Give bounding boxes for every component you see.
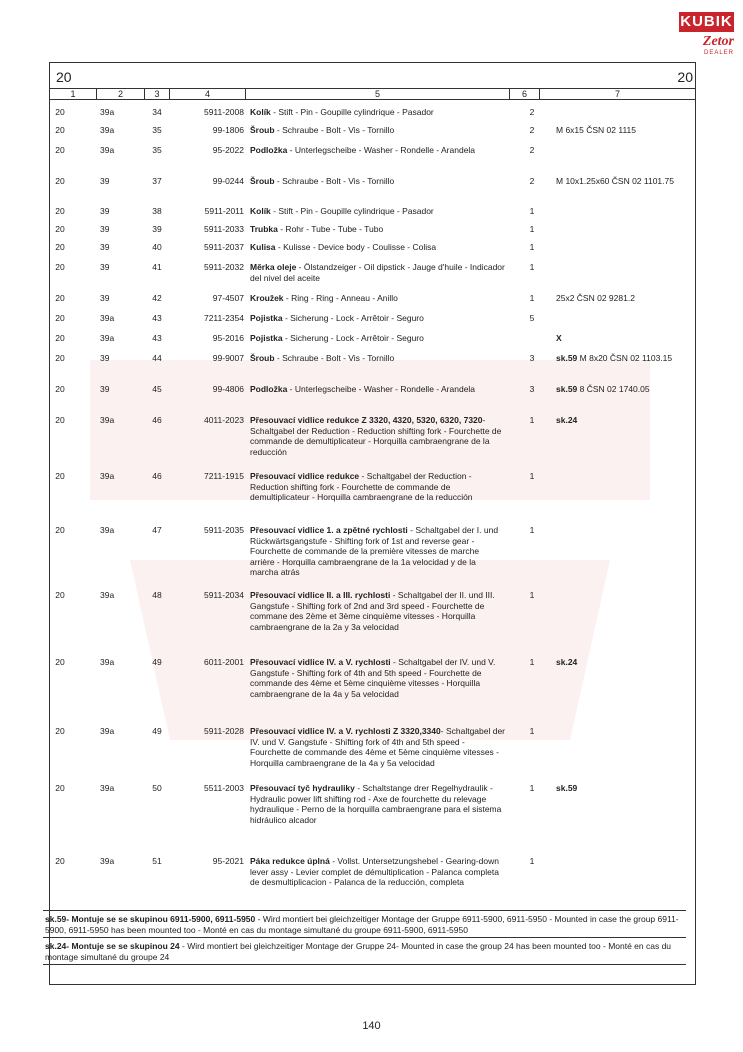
page-number: 140 [362,1020,381,1032]
cell-position: 40 [152,242,162,252]
cell-group: 20 [55,107,65,117]
cell-figure: 39a [100,726,115,736]
cell-figure: 39a [100,125,115,135]
cell-figure: 39a [100,471,115,481]
description-text: - Schraube - Bolt - Vis - Tornillo [274,176,395,186]
description-name: Kroužek [250,293,284,303]
cell-position: 51 [152,856,162,866]
cell-figure: 39a [100,333,115,343]
cell-position: 49 [152,657,162,667]
cell-note [556,353,694,364]
description-text: - Stift - Pin - Goupille cylindrique - Pasador [270,107,434,117]
cell-figure: 39 [100,384,110,394]
cell-position: 41 [152,262,162,272]
cell-figure: 39 [100,242,110,252]
cell-description [250,471,506,503]
cell-part-number: 5911-2037 [203,242,244,252]
cell-note [556,293,694,304]
cell-figure: 39 [100,224,110,234]
cell-figure: 39 [100,206,110,216]
footnote-key: sk.59- Montuje se se skupinou 6911-5900, 6911-5950 [45,914,256,924]
footnote [43,910,686,938]
description-name: Páka redukce úplná [250,856,330,866]
cell-figure: 39 [100,293,110,303]
cell-group: 20 [55,384,65,394]
column-header: 7 [614,89,620,99]
description-text: - Sicherung - Lock - Arrêtoir - Seguro [282,333,424,343]
cell-note [556,176,694,187]
cell-description [250,313,506,324]
cell-group: 20 [55,206,65,216]
description-text: - Schraube - Bolt - Vis - Tornillo [274,353,395,363]
brand-name: KUBIK [680,13,733,30]
note-text: M 8x20 ČSN 02 1103.15 [579,353,673,363]
cell-note [556,415,694,426]
description-name: Trubka [250,224,278,234]
footnote [43,938,686,965]
cell-note [556,657,694,668]
section-number-right: 20 [677,69,693,85]
description-name: Přesouvací vidlice IV. a V. rychlosti [250,657,391,667]
cell-part-number: 97-4507 [212,293,244,303]
description-text: - Schaltgabel der I. und Rückwärtsgangstufe - Shifting fork of 1st and reverse gear - Fourchette de commande de la première vitesses de marche arrière - Horquilla cambraengrane de la 1a velocidad y de la marcha atrás [250,525,499,577]
parts-table [49,62,696,985]
description-text: - Stift - Pin - Goupille cylindrique - Pasador [270,206,434,216]
description-text: - Ring - Ring - Anneau - Anillo [283,293,398,303]
note-key: sk.24 [556,657,578,667]
cell-description [250,125,506,136]
cell-group: 20 [55,333,65,343]
note-text: 25x2 ČSN 02 9281.2 [556,293,635,303]
footnote-text: - Wird montiert bei gleichzeitiger Montage der Gruppe 6911-5900, 6911-5950 - Mounted in case the group 6911-5900, 6911-5950 has been mounted too - Monté en cas du montage simultané du groupe 6911-5900, 6911-5950 [45,914,679,935]
cell-group: 20 [55,590,65,600]
cell-part-number: 99-0244 [212,176,244,186]
description-text: - Schraube - Bolt - Vis - Tornillo [274,125,395,135]
cell-figure: 39a [100,525,115,535]
cell-part-number: 5911-2028 [203,726,244,736]
description-text: - Schaltgabel der IV. und V. Gangstufe - Shifting fork of 4th and 5th speed - Fourchette de commande des 4ème et 5ème cinquième vitesses - Horquilla cambraengrane de la 4a y 5a velocidad [250,726,506,768]
cell-part-number: 7211-1915 [203,471,244,481]
cell-part-number: 4011-2023 [203,415,244,425]
cell-description [250,525,506,578]
cell-group: 20 [55,856,65,866]
cell-position: 39 [152,224,162,234]
note-key: X [556,333,562,343]
cell-figure: 39a [100,657,115,667]
note-text: M 6x15 ČSN 02 1115 [556,125,637,135]
cell-description [250,293,506,304]
cell-quantity: 1 [529,415,535,425]
cell-part-number: 99-9007 [212,353,244,363]
cell-group: 20 [55,125,65,135]
cell-group: 20 [55,224,65,234]
description-name: Šroub [250,125,275,135]
cell-description [250,242,506,253]
cell-description [250,206,506,217]
cell-part-number: 5511-2003 [203,783,244,793]
column-header-row [50,89,695,100]
cell-part-number: 5911-2032 [203,262,244,272]
cell-description [250,657,506,699]
cell-description [250,107,506,118]
cell-group: 20 [55,176,65,186]
description-text: - Rohr - Tube - Tube - Tubo [277,224,384,234]
brand-logo [679,12,734,60]
description-text: - Unterlegscheibe - Washer - Rondelle - Arandela [287,384,476,394]
column-header: 3 [145,89,170,99]
cell-group: 20 [55,293,65,303]
cell-description [250,415,506,457]
cell-figure: 39a [100,415,115,425]
cell-quantity: 1 [529,783,535,793]
cell-figure: 39a [100,856,115,866]
cell-part-number: 5911-2008 [203,107,244,117]
cell-description [250,726,506,768]
description-name: Přesouvací vidlice IV. a V. rychlosti Z 3320,3340 [250,726,441,736]
cell-description [250,145,506,156]
description-name: Přesouvací tyč hydrauliky [250,783,355,793]
note-key: sk.24 [556,415,578,425]
description-name: Podložka [250,384,288,394]
cell-group: 20 [55,726,65,736]
cell-note [556,384,694,395]
cell-description [250,353,506,364]
cell-group: 20 [55,145,65,155]
cell-group: 20 [55,415,65,425]
cell-quantity: 1 [529,224,535,234]
column-header: 1 [50,89,97,99]
cell-position: 46 [152,415,162,425]
description-name: Přesouvací vidlice 1. a zpětné rychlosti [250,525,408,535]
cell-quantity: 1 [529,657,535,667]
cell-quantity: 2 [529,176,535,186]
cell-position: 43 [152,333,162,343]
cell-position: 48 [152,590,162,600]
cell-position: 50 [152,783,162,793]
description-name: Měrka oleje [250,262,297,272]
cell-group: 20 [55,657,65,667]
cell-part-number: 5911-2011 [204,206,244,216]
description-text: - Schaltgabel der IV. und V. Gangstufe - Shifting fork of 4th and 5th speed - Fourchette de commande des 4ème et 5ème cinquième vitesses - Horquilla cambraengrane de la 4a y 5a velocidad [250,657,496,699]
cell-part-number: 95-2022 [212,145,244,155]
description-name: Šroub [250,353,275,363]
description-text: - Schaltgabel der Reduction - Reduction shifting fork - Fourchette de commande de demultiplicateur - Horquilla cambraengrane de la reducción [250,415,502,457]
cell-part-number: 5911-2035 [203,525,244,535]
column-header: 4 [170,89,246,99]
footnote-key: sk.24- Montuje se se skupinou 24 [45,941,180,951]
cell-quantity: 1 [529,242,535,252]
cell-quantity: 3 [529,353,535,363]
cell-figure: 39 [100,353,110,363]
cell-position: 46 [152,471,162,481]
cell-position: 43 [152,313,162,323]
cell-figure: 39a [100,313,115,323]
description-name: Přesouvací vidlice redukce [250,471,360,481]
cell-group: 20 [55,262,65,272]
cell-note [556,333,694,344]
note-key: sk.59 [556,353,578,363]
column-header: 2 [97,89,145,99]
description-name: Přesouvací vidlice II. a III. rychlosti [250,590,391,600]
cell-quantity: 1 [529,856,535,866]
cell-quantity: 2 [529,107,535,117]
note-key: sk.59 [556,783,578,793]
description-text: - Schaltgabel der II. und III. Gangstufe - Shifting fork of 2nd and 3rd speed - Fourchette de commane des 2ème et 3ème cinquième vitesses - Horquilla cambraengrane de la 2a y 3a velocidad [250,590,495,632]
cell-part-number: 5911-2034 [203,590,244,600]
note-key: sk.59 [556,384,578,394]
cell-part-number: 5911-2033 [203,224,244,234]
cell-position: 42 [152,293,162,303]
cell-description [250,333,506,344]
brand-tag: DEALER [703,50,734,56]
note-text: M 10x1.25x60 ČSN 02 1101.75 [556,176,674,186]
cell-figure: 39a [100,590,115,600]
cell-quantity: 1 [529,525,535,535]
cell-position: 38 [152,206,162,216]
description-text: - Vollst. Untersetzungshebel - Gearing-down lever assy - Levier complet de démultiplication - Palanca completa de desmultiplicacion - Palanca de la reducción, completa [250,856,499,887]
cell-note [556,783,694,794]
cell-description [250,856,506,888]
description-text: - Schaltgabel der Reduction - Reduction shifting fork - Fourchette de commande de demultiplicateur - Horquilla cambraengrane de la reducción [250,471,473,502]
cell-figure: 39 [100,176,110,186]
section-header [50,63,695,89]
description-text: - Kulisse - Device body - Coulisse - Colisa [275,242,437,252]
cell-quantity: 1 [529,293,535,303]
cell-position: 47 [152,525,162,535]
cell-quantity: 1 [529,471,535,481]
cell-quantity: 2 [529,145,535,155]
cell-quantity: 3 [529,384,535,394]
cell-group: 20 [55,783,65,793]
cell-position: 45 [152,384,162,394]
cell-description [250,783,506,825]
footnotes [43,910,686,965]
description-name: Kulisa [250,242,276,252]
cell-group: 20 [55,471,65,481]
cell-part-number: 95-2016 [212,333,244,343]
brand-sub: Zetor [702,34,734,49]
cell-group: 20 [55,242,65,252]
description-name: Přesouvací vidlice redukce Z 3320, 4320, 5320, 6320, 7320 [250,415,483,425]
cell-figure: 39a [100,145,115,155]
cell-figure: 39 [100,262,110,272]
cell-part-number: 99-4806 [212,384,244,394]
footnote-text: - Wird montiert bei gleichzeitiger Montage der Gruppe 24- Mounted in case the group 24 has been mounted too - Monté en cas du montage simultané du groupe 24 [45,941,672,962]
cell-position: 49 [152,726,162,736]
cell-quantity: 2 [529,125,535,135]
cell-part-number: 7211-2354 [203,313,244,323]
cell-quantity: 5 [529,313,535,323]
cell-figure: 39a [100,783,115,793]
column-header: 6 [510,89,540,99]
cell-position: 35 [152,145,162,155]
cell-group: 20 [55,313,65,323]
cell-position: 35 [152,125,162,135]
description-name: Kolík [250,206,271,216]
description-text: - Unterlegscheibe - Washer - Rondelle - Arandela [287,145,476,155]
cell-group: 20 [55,525,65,535]
cell-note [556,125,694,136]
cell-quantity: 1 [529,590,535,600]
note-text: 8 ČSN 02 1740.05 [579,384,650,394]
description-name: Šroub [250,176,275,186]
cell-part-number: 95-2021 [212,856,244,866]
cell-description [250,176,506,187]
description-name: Pojistka [250,333,283,343]
description-name: Podložka [250,145,288,155]
cell-quantity: 1 [529,206,535,216]
cell-description [250,384,506,395]
cell-description [250,590,506,632]
cell-position: 37 [152,176,162,186]
cell-part-number: 99-1806 [212,125,244,135]
cell-quantity: 1 [529,262,535,272]
cell-group: 20 [55,353,65,363]
column-header: 5 [246,89,510,99]
description-text: - Schaltstange drer Regelhydraulik - Hydraulic power lift shifting rod - Axe de fourchette du relevage hydraulique - Perno de la horquilla cambraengrane para el sistema hidráulico alcador [250,783,502,825]
cell-description [250,262,506,283]
cell-quantity: 1 [529,726,535,736]
cell-figure: 39a [100,107,115,117]
cell-part-number: 6011-2001 [203,657,244,667]
section-number-left: 20 [56,69,72,85]
description-text: - Ölstandzeiger - Oil dipstick - Jauge d'huile - Indicador del nivel del aceite [250,262,505,283]
description-name: Kolík [250,107,271,117]
cell-description [250,224,506,235]
description-text: - Sicherung - Lock - Arrêtoir - Seguro [282,313,424,323]
cell-position: 44 [152,353,162,363]
cell-position: 34 [152,107,162,117]
description-name: Pojistka [250,313,283,323]
